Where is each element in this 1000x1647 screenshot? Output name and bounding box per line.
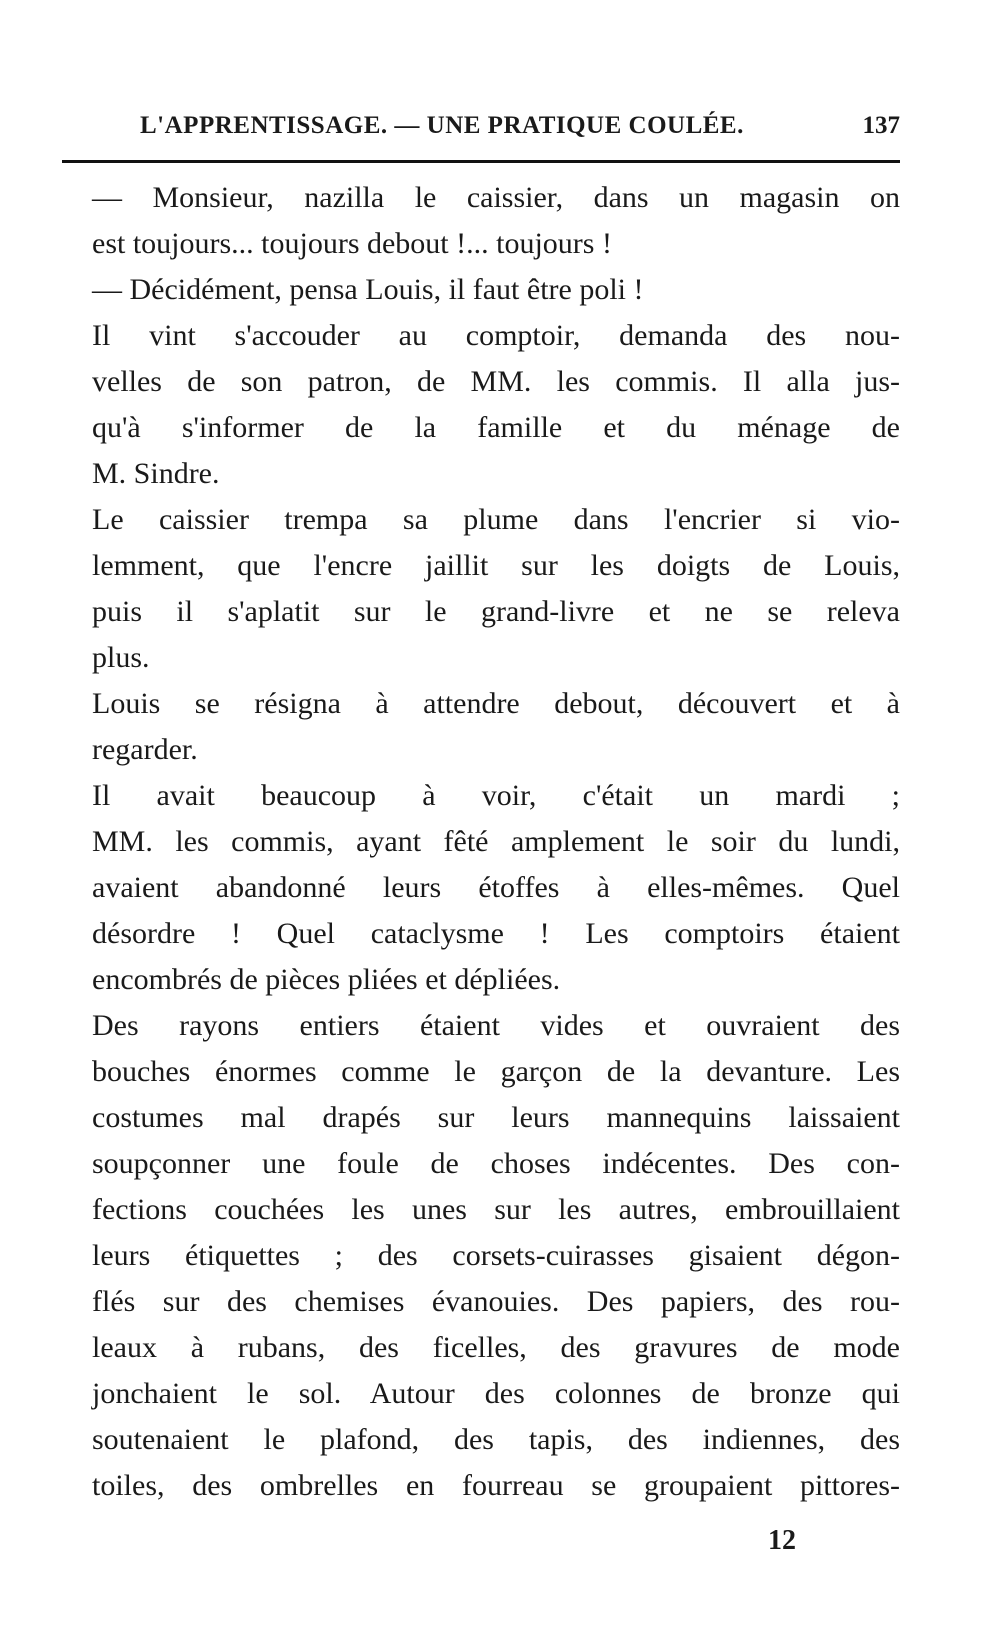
text-line: M. Sindre. (92, 457, 220, 490)
text-line: Il vint s'accouder au comptoir, demanda des nou- (92, 319, 900, 352)
text-line: costumes mal drapés sur leurs mannequins laissaient (92, 1101, 900, 1134)
paragraph (62, 773, 900, 1003)
paragraph (62, 1003, 900, 1509)
page-number: 137 (862, 112, 900, 139)
text-line: leurs étiquettes ; des corsets-cuirasses gisaient dégon- (92, 1239, 900, 1272)
paragraph (62, 175, 900, 267)
text-line: Le caissier trempa sa plume dans l'encrier si vio- (92, 503, 900, 536)
text-line: Des rayons entiers étaient vides et ouvraient des (92, 1009, 900, 1042)
text-line: soutenaient le plafond, des tapis, des indiennes, des (92, 1423, 900, 1456)
text-line: lemment, que l'encre jaillit sur les doigts de Louis, (92, 549, 900, 582)
text-line: jonchaient le sol. Autour des colonnes de bronze qui (92, 1377, 900, 1410)
text-line: bouches énormes comme le garçon de la devanture. Les (92, 1055, 900, 1088)
text-line: avaient abandonné leurs étoffes à elles-mêmes. Quel (92, 871, 900, 904)
text-line: Louis se résigna à attendre debout, découvert et à (92, 687, 900, 720)
running-head (62, 112, 900, 152)
text-line: plus. (92, 641, 150, 674)
paragraph (62, 267, 900, 313)
paragraph (62, 497, 900, 681)
text-line: velles de son patron, de MM. les commis. Il alla jus- (92, 365, 900, 398)
signature-mark: 12 (768, 1525, 796, 1556)
text-line: leaux à rubans, des ficelles, des gravures de mode (92, 1331, 900, 1364)
text-line: Il avait beaucoup à voir, c'était un mardi ; (92, 779, 900, 812)
text-line: MM. les commis, ayant fêté amplement le soir du lundi, (92, 825, 900, 858)
text-line: soupçonner une foule de choses indécentes. Des con- (92, 1147, 900, 1180)
running-title: L'APPRENTISSAGE. — UNE PRATIQUE COULÉE. (140, 112, 744, 139)
text-line: puis il s'aplatit sur le grand-livre et ne se releva (92, 595, 900, 628)
text-line: — Monsieur, nazilla le caissier, dans un magasin on (92, 181, 900, 214)
text-line: flés sur des chemises évanouies. Des papiers, des rou- (92, 1285, 900, 1318)
text-line: qu'à s'informer de la famille et du ménage de (92, 411, 900, 444)
paragraph (62, 681, 900, 773)
text-line: désordre ! Quel cataclysme ! Les comptoirs étaient (92, 917, 900, 950)
header-rule (62, 160, 900, 163)
text-line: encombrés de pièces pliées et dépliées. (92, 963, 561, 996)
text-line: fections couchées les unes sur les autres, embrouillaient (92, 1193, 900, 1226)
text-line: — Décidément, pensa Louis, il faut être poli ! (92, 273, 644, 306)
body-text (62, 175, 900, 1509)
paragraph (62, 313, 900, 497)
text-line: regarder. (92, 733, 198, 766)
text-line: est toujours... toujours debout !... toujours ! (92, 227, 612, 260)
text-line: toiles, des ombrelles en fourreau se groupaient pittores- (92, 1469, 900, 1502)
